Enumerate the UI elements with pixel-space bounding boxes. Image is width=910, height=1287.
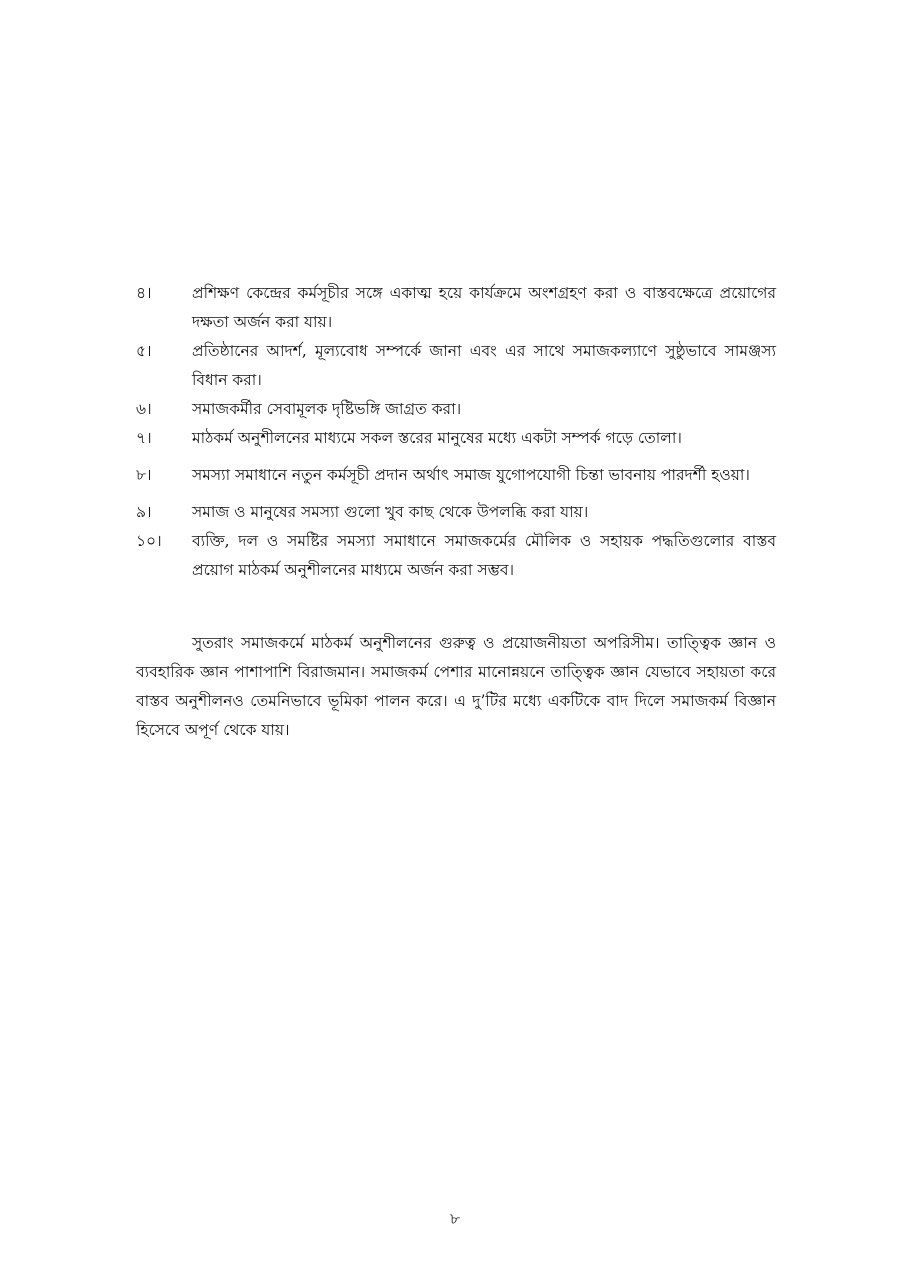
list-item — [136, 279, 776, 337]
list-item — [136, 461, 776, 490]
list-item-text: প্রশিক্ষণ কেন্দ্রের কর্মসূচীর সঙ্গে একাত্ম হয়ে কার্যক্রমে অংশগ্রহণ করা ও বাস্তবক্ষেত্রে প্রয়োগের দক্ষতা অর্জন করা যায়। — [192, 284, 776, 331]
list-item-number: ৯। — [136, 503, 152, 521]
list-item-number: ৫। — [136, 342, 152, 360]
body-paragraph: সুতরাং সমাজকর্মে মাঠকর্ম অনুশীলনের গুরুত্ব ও প্রয়োজনীয়তা অপরিসীম। তাত্ত্বিক জ্ঞান ও ব্যবহারিক জ্ঞান পাশাপাশি বিরাজমান। সমাজকর্ম পেশার মানোন্নয়নে তাত্ত্বিক জ্ঞান যেভাবে সহায়তা করে বাস্তব অনুশীলনও তেমনিভাবে ভূমিকা পালন করে। এ দু’টির মধ্যে একটিকে বাদ দিলে সমাজকর্ম বিজ্ঞান হিসেবে অপূর্ণ থেকে যায়। — [136, 634, 776, 739]
list-item-text: সমস্যা সমাধানে নতুন কর্মসূচী প্রদান অর্থাৎ সমাজ যুগোপযোগী চিন্তা ভাবনায় পারদর্শী হওয়া। — [192, 466, 750, 484]
list-item-number: ৪। — [136, 284, 152, 302]
list-item-text: সমাজকর্মীর সেবামূলক দৃষ্টিভঙ্গি জাগ্রত করা। — [192, 400, 462, 418]
list-item — [136, 337, 776, 395]
list-item-number: ৭। — [136, 429, 152, 447]
numbered-list — [136, 279, 776, 585]
list-item-number: ৬। — [136, 400, 152, 418]
page-number: ৮ — [449, 1210, 461, 1228]
list-item-text: মাঠকর্ম অনুশীলনের মাধ্যমে সকল স্তরের মানুষের মধ্যে একটা সম্পর্ক গড়ে তোলা। — [192, 429, 682, 447]
list-item — [136, 424, 776, 453]
list-item-text: সমাজ ও মানুষের সমস্যা গুলো খুব কাছ থেকে উপলব্ধি করা যায়। — [192, 503, 589, 521]
list-item — [136, 498, 776, 527]
list-item — [136, 527, 776, 585]
list-item-number: ৮। — [136, 466, 152, 484]
list-item-text: প্রতিষ্ঠানের আদর্শ, মূল্যবোধ সম্পর্কে জানা এবং এর সাথে সমাজকল্যাণে সুষ্ঠুভাবে সামঞ্জস্য বিধান করা। — [192, 342, 776, 389]
list-item-number: ১০। — [136, 532, 162, 550]
list-item — [136, 395, 776, 424]
list-item-text: ব্যক্তি, দল ও সমষ্টির সমস্যা সমাধানে সমাজকর্মের মৌলিক ও সহায়ক পদ্ধতিগুলোর বাস্তব প্রয়োগ মাঠকর্ম অনুশীলনের মাধ্যমে অর্জন করা সম্ভব। — [192, 532, 776, 579]
